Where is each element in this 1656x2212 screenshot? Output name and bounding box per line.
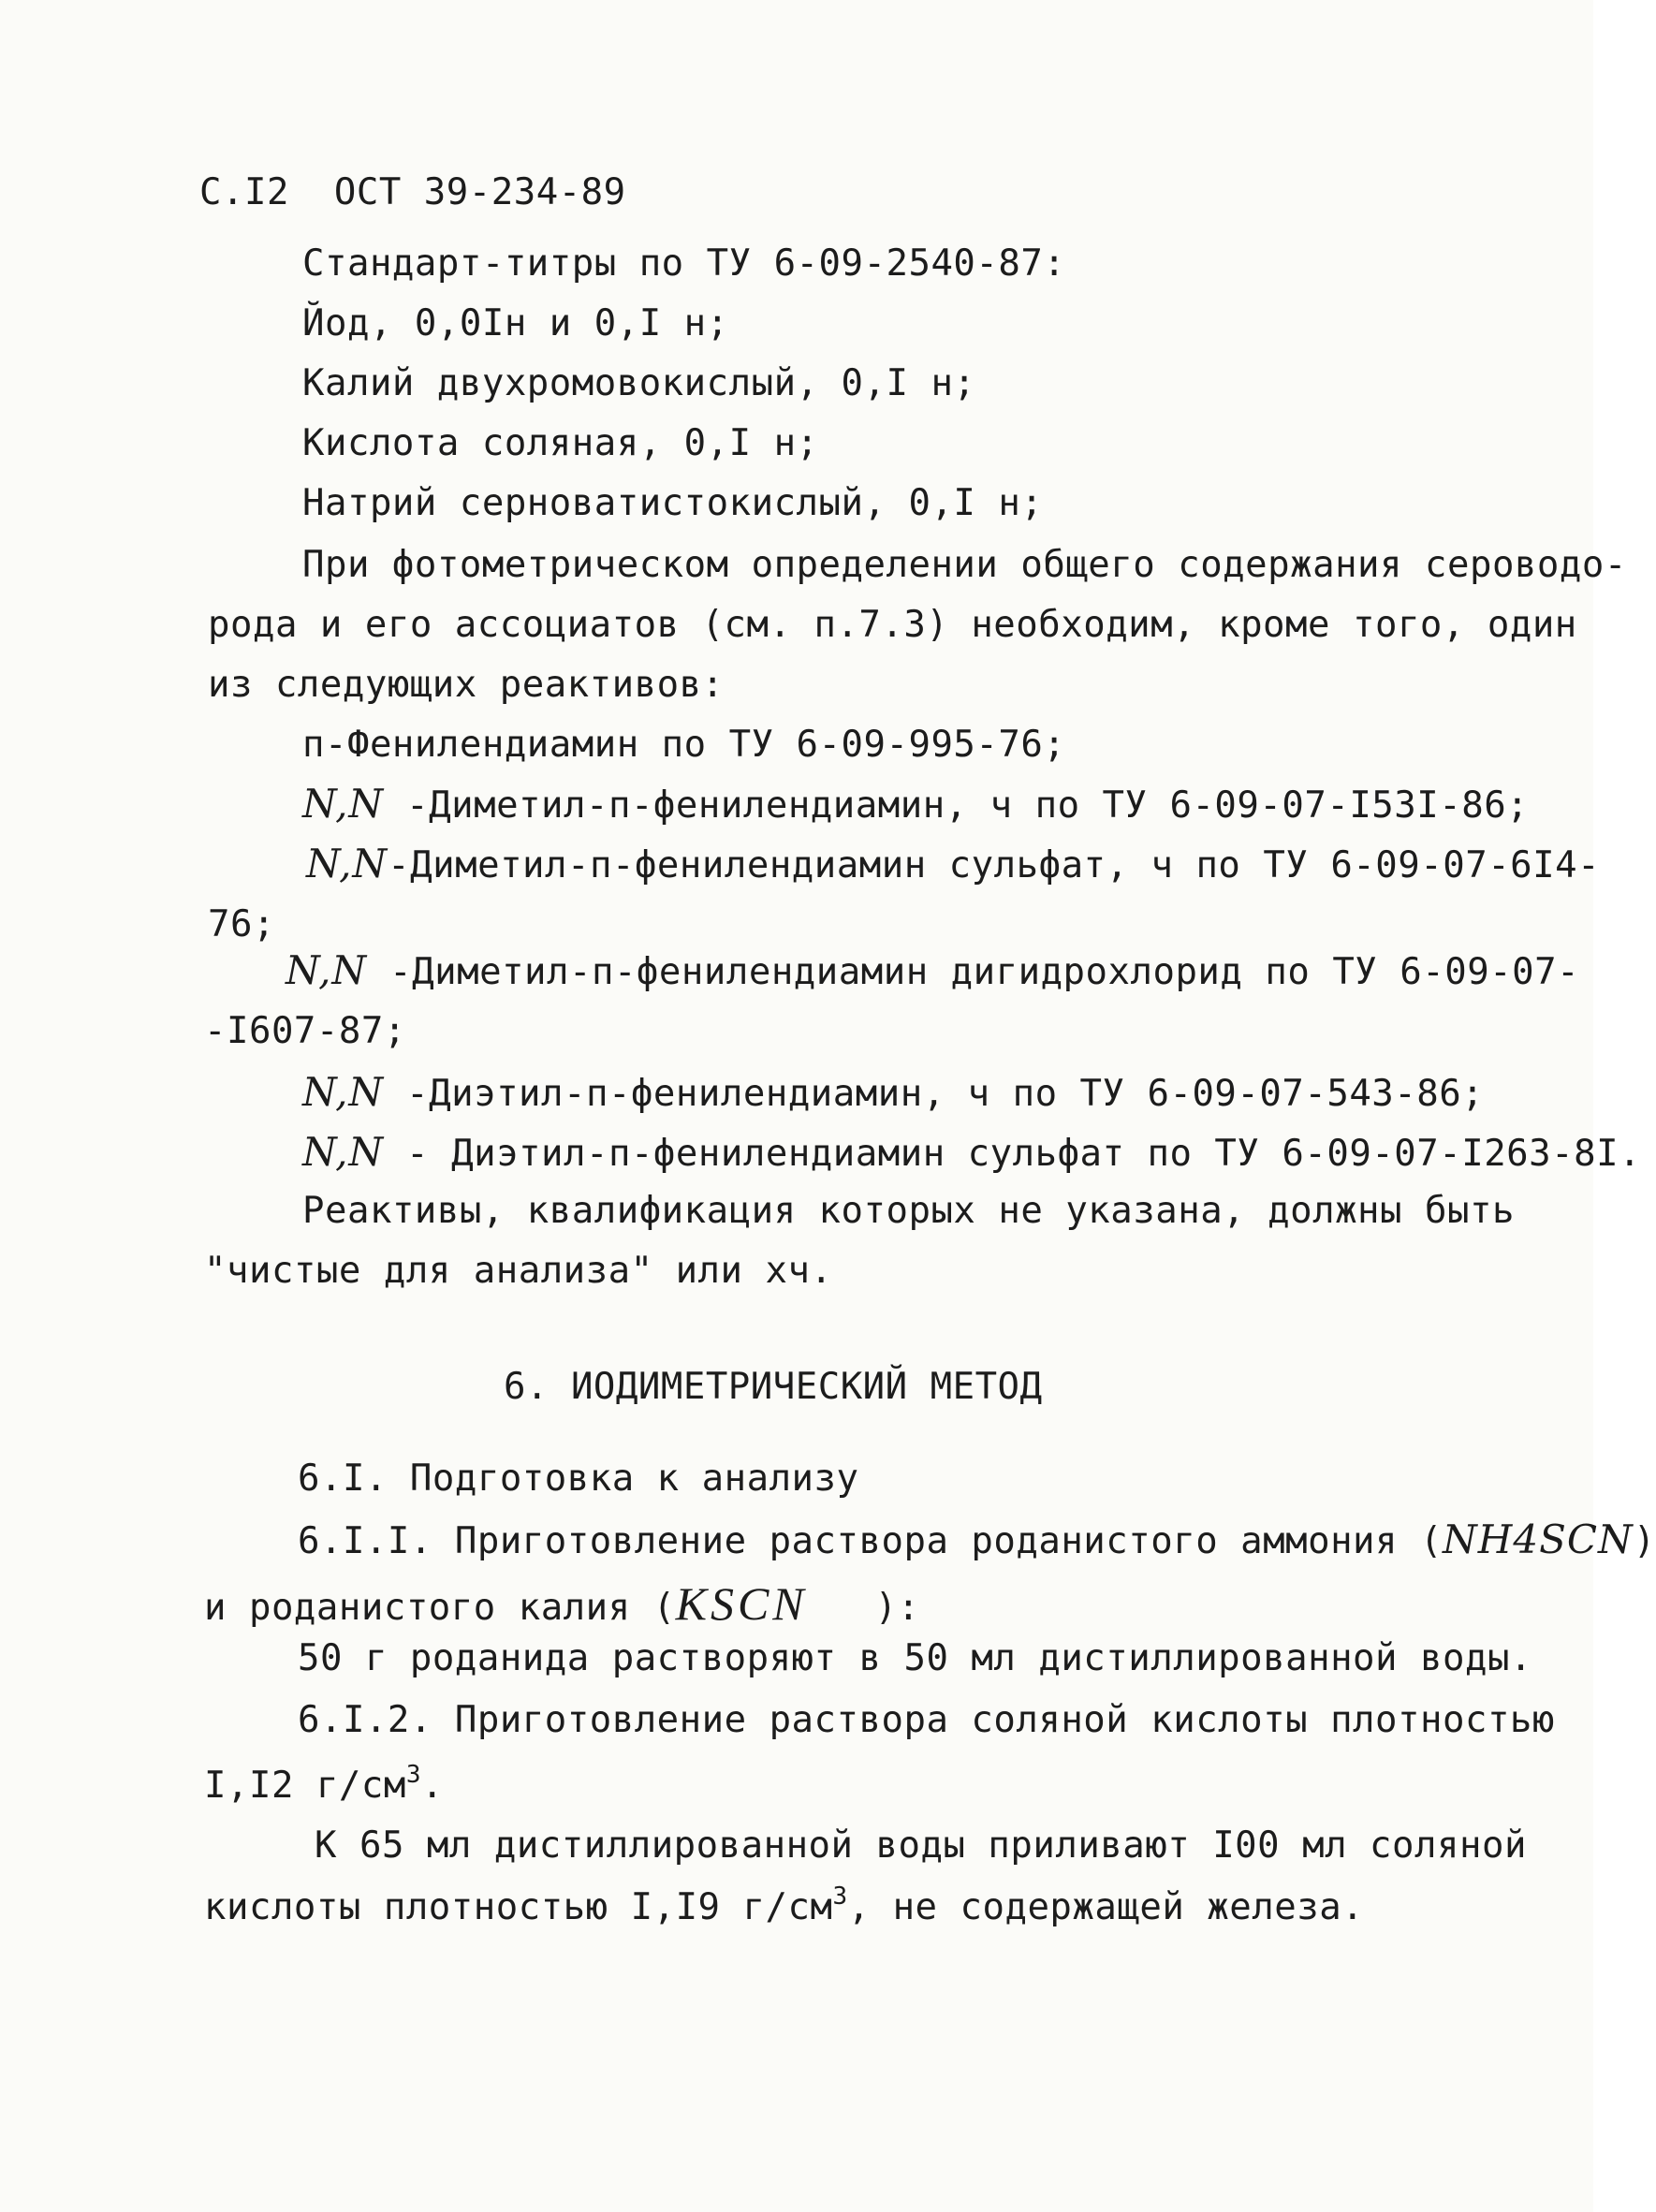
- subsection-6-1-1-text-2: и роданистого калия (: [204, 1587, 676, 1629]
- superscript-3: 3: [832, 1882, 848, 1911]
- density-value: I,I2 г/см: [204, 1765, 406, 1807]
- page-number: С.I2: [199, 171, 289, 213]
- thiosulfate-line: Натрий серноватистокислый, 0,I н;: [302, 482, 1044, 524]
- dichromate-line: Калий двухромовокислый, 0,I н;: [302, 362, 976, 404]
- photometric-paragraph-line-2: рода и его ассоциатов (см. п.7.3) необходим, кроме того, один: [208, 604, 1577, 646]
- section-6-title: 6. ИОДИМЕТРИЧЕСКИЙ МЕТОД: [504, 1366, 1043, 1408]
- reagent-item-2-text: -Диметил-п-фенилендиамин, ч по ТУ 6-09-07-I53I-86;: [406, 784, 1530, 827]
- nn-prefix: N,N: [302, 781, 385, 827]
- reagent-item-3: [306, 841, 1601, 886]
- reagent-item-6-text: - Диэтил-п-фенилендиамин сульфат по ТУ 6-09-07-I263-8I.: [406, 1133, 1642, 1175]
- subsection-6-1: 6.I. Подготовка к анализу: [298, 1458, 859, 1500]
- page-header: [199, 171, 626, 213]
- period: .: [420, 1765, 444, 1807]
- reagent-item-3-cont: 76;: [208, 903, 275, 945]
- reagent-item-5-text: -Диэтил-п-фенилендиамин, ч по ТУ 6-09-07-543-86;: [406, 1073, 1485, 1115]
- subsection-6-1-2-body-line-1: К 65 мл дистиллированной воды приливают I00 мл соляной: [315, 1824, 1527, 1867]
- body-line-2-end: , не содержащей железа.: [847, 1886, 1365, 1928]
- document-code: ОСТ 39-234-89: [333, 171, 626, 213]
- nn-prefix: N,N: [302, 1129, 385, 1175]
- nn-prefix: N,N: [302, 1069, 385, 1115]
- potassium-thiocyanate-formula: KSCN: [675, 1577, 808, 1630]
- subsection-6-1-1-line-2: [204, 1577, 920, 1630]
- subsection-6-1-1-text: 6.I.I. Приготовление раствора роданистого аммония (: [298, 1520, 1443, 1562]
- nn-prefix: N,N: [286, 947, 368, 993]
- reagent-item-1: п-Фенилендиамин по ТУ 6-09-995-76;: [302, 724, 1066, 766]
- std-titres-line: Стандарт-титры по ТУ 6-09-2540-87:: [302, 242, 1066, 285]
- body-line-2-text: кислоты плотностью I,I9 г/см: [204, 1886, 833, 1928]
- superscript-3: 3: [405, 1761, 421, 1789]
- subsection-6-1-2-body-line-2: [204, 1882, 1365, 1928]
- reagent-item-6: [302, 1129, 1642, 1175]
- hcl-line: Кислота соляная, 0,I н;: [302, 422, 819, 464]
- subsection-6-1-1-body: 50 г роданида растворяют в 50 мл дистиллированной воды.: [298, 1637, 1532, 1679]
- reagent-item-4-text: -Диметил-п-фенилендиамин дигидрохлорид по ТУ 6-09-07-: [389, 951, 1580, 993]
- photometric-paragraph-line-1: При фотометрическом определении общего содержания сероводо-: [302, 544, 1627, 586]
- close-paren-colon: ):: [874, 1587, 920, 1629]
- qualification-note-line-1: Реактивы, квалификация которых не указана, должны быть: [302, 1190, 1515, 1232]
- ammonium-thiocyanate-formula: NH4SCN: [1442, 1516, 1634, 1562]
- subsection-6-1-2-line-2: [204, 1761, 444, 1807]
- iodine-line: Йод, 0,0Iн и 0,I н;: [302, 302, 729, 344]
- photometric-paragraph-line-3: из следующих реактивов:: [208, 664, 725, 706]
- nn-prefix: N,N: [306, 841, 388, 886]
- subsection-6-1-2-line-1: 6.I.2. Приготовление раствора соляной кислоты плотностью: [298, 1699, 1555, 1741]
- subsection-6-1-1-line-1: [298, 1516, 1656, 1562]
- reagent-item-4-cont: -I607-87;: [204, 1010, 406, 1052]
- reagent-item-4: [286, 947, 1580, 993]
- qualification-note-line-2: "чистые для анализа" или хч.: [204, 1250, 833, 1292]
- reagent-item-3-text: -Диметил-п-фенилендиамин сульфат, ч по ТУ 6-09-07-6I4-: [388, 844, 1601, 886]
- reagent-item-5: [302, 1069, 1485, 1115]
- reagent-item-2: [302, 781, 1530, 827]
- close-paren: ): [1633, 1520, 1656, 1562]
